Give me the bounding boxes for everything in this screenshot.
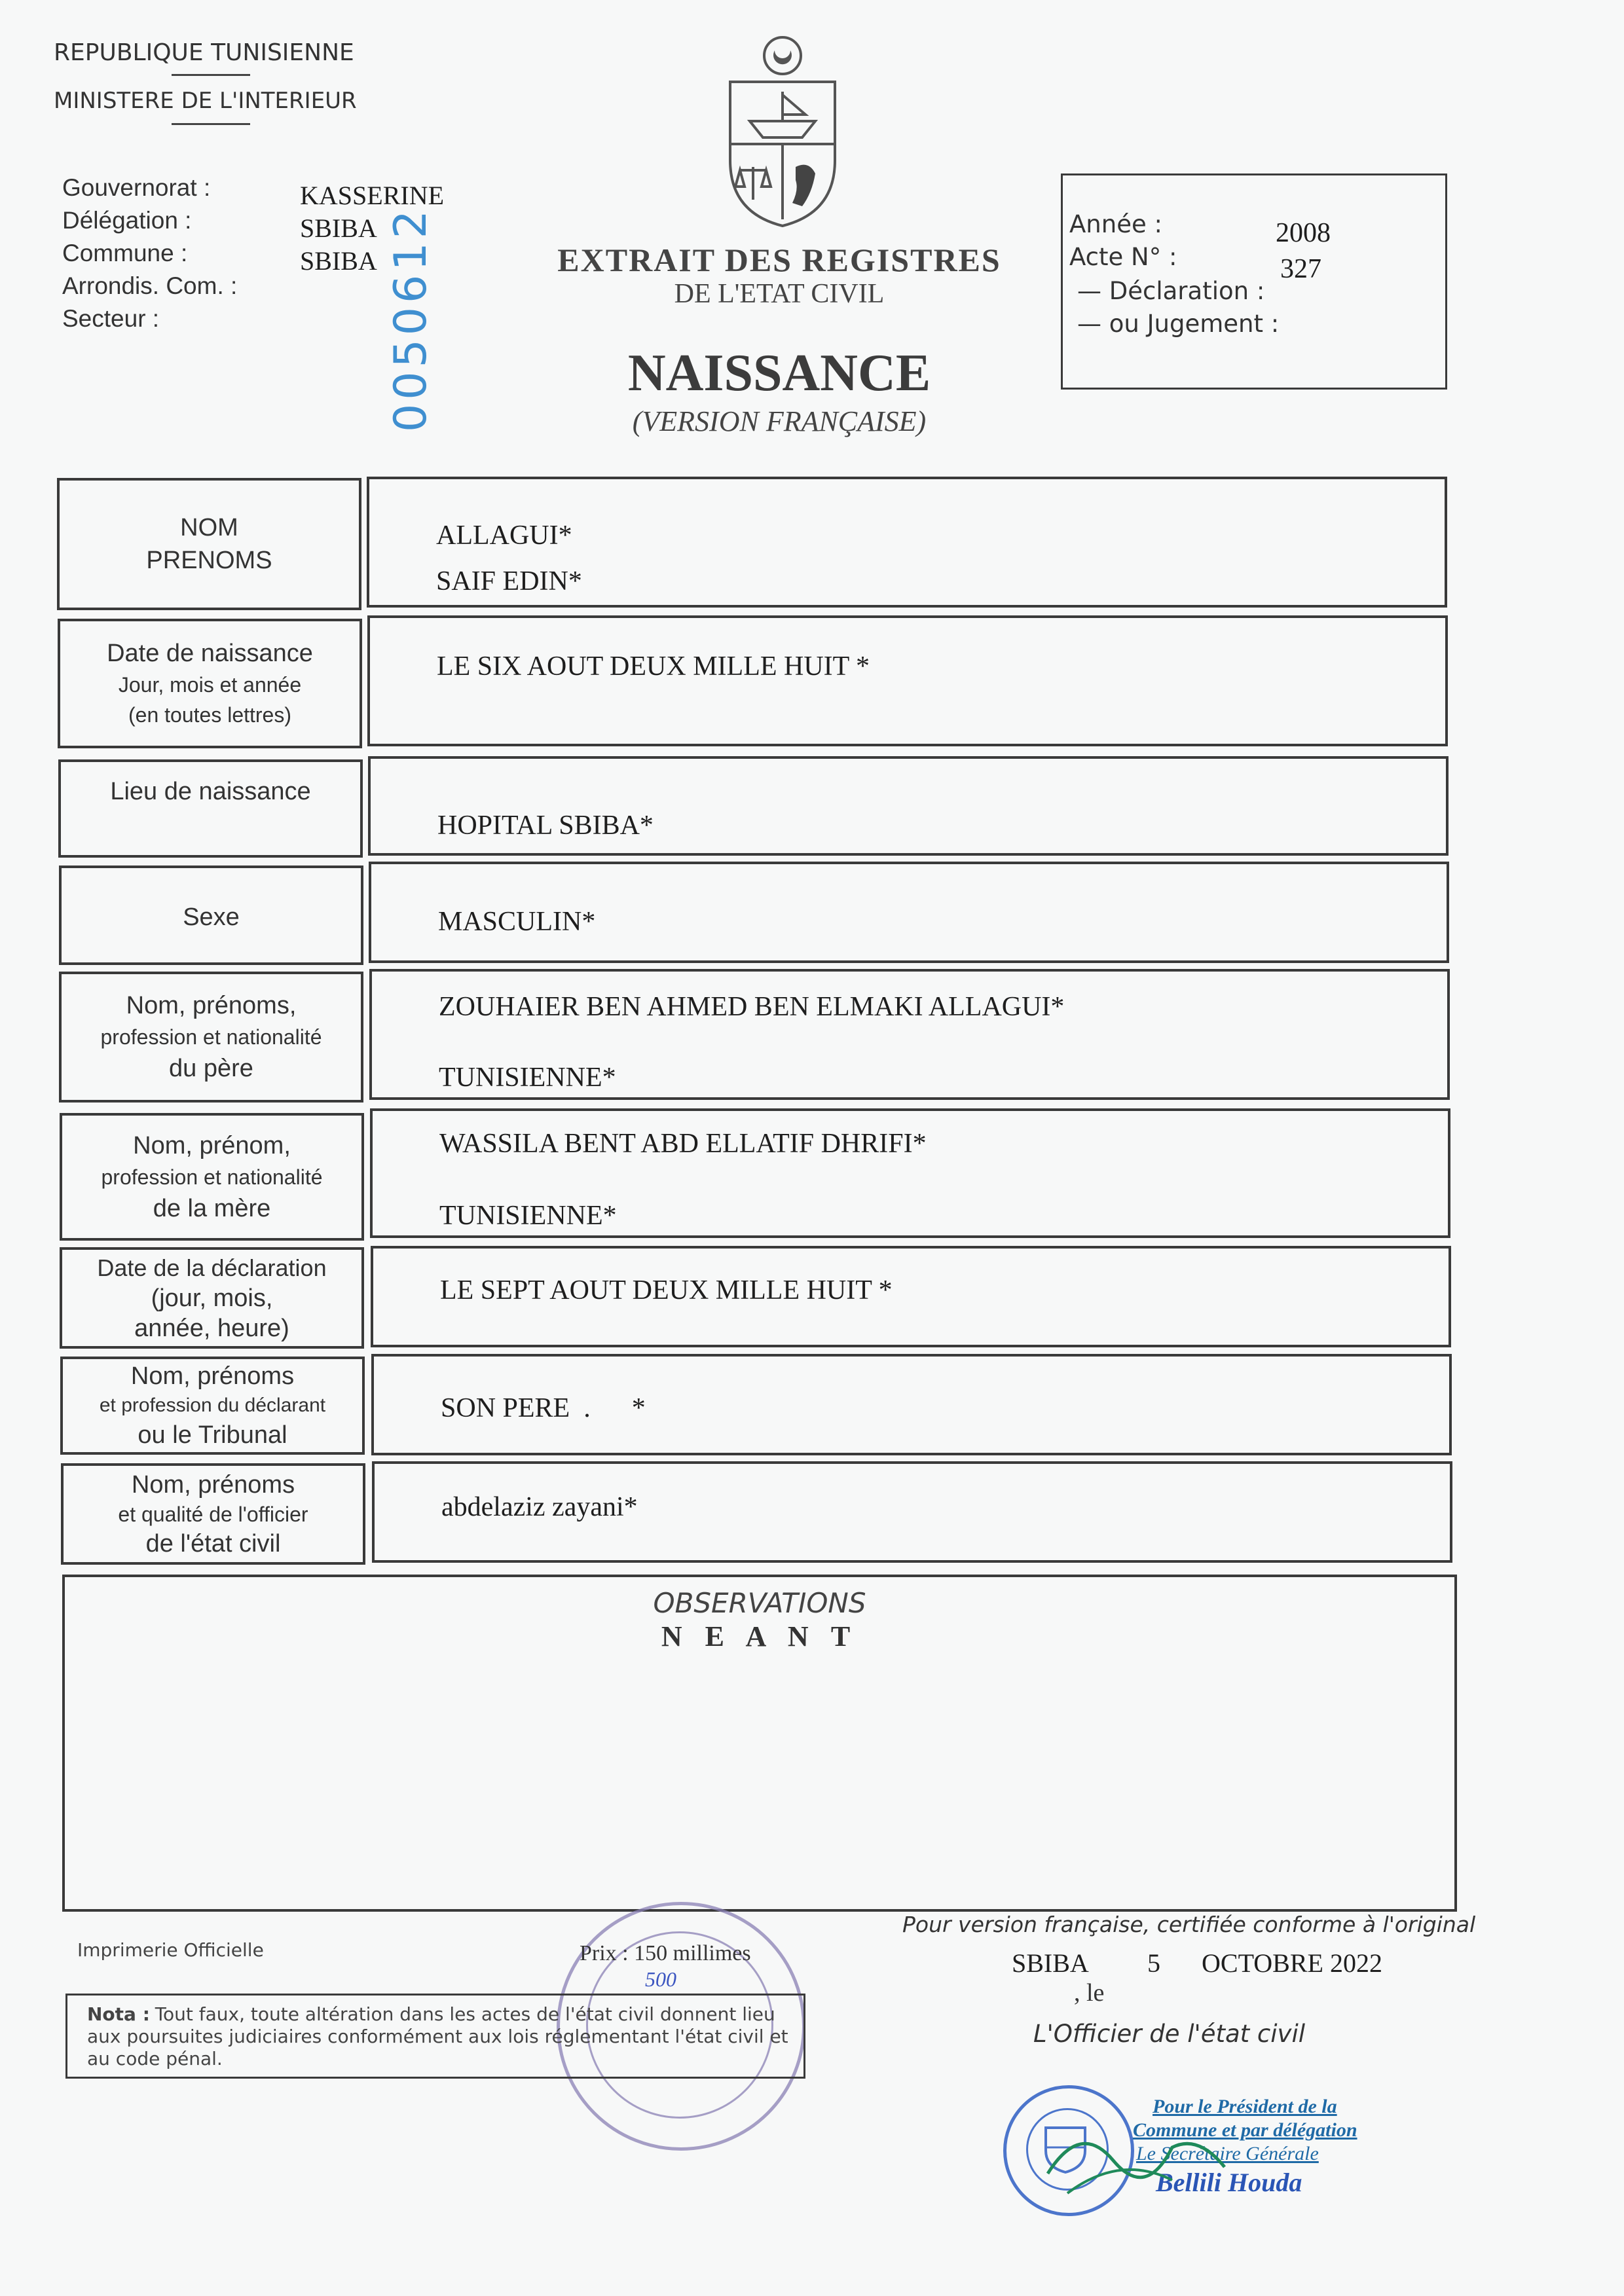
handwritten-signature-icon bbox=[1041, 2095, 1238, 2213]
label-commune: Commune : bbox=[62, 240, 188, 266]
document-title-line1: EXTRAIT DES REGISTRES bbox=[557, 242, 1001, 278]
version-label: (VERSION FRANÇAISE) bbox=[632, 405, 927, 437]
price-label: Prix : 150 millimes bbox=[580, 1941, 751, 1965]
value-pere-nationalite: TUNISIENNE* bbox=[439, 1063, 616, 1093]
day-value: 5 bbox=[1147, 1948, 1160, 1978]
value-mere-nom: WASSILA BENT ABD ELLATIF DHRIFI* bbox=[439, 1129, 927, 1159]
signature-name: Bellili Houda bbox=[1156, 2168, 1302, 2197]
le-label: , le bbox=[1074, 1979, 1105, 2007]
value-prenoms: SAIF EDIN* bbox=[436, 566, 582, 596]
observations-box bbox=[62, 1575, 1457, 1912]
nota-label: Nota : bbox=[87, 2003, 150, 2025]
annee-value: 2008 bbox=[1276, 218, 1331, 248]
coat-of-arms-icon bbox=[717, 29, 848, 232]
value-officier: abdelaziz zayani* bbox=[372, 1461, 1452, 1563]
observations-title: OBSERVATIONS bbox=[653, 1587, 866, 1619]
value-pere bbox=[369, 969, 1450, 1100]
officer-label: L'Officier de l'état civil bbox=[1033, 2020, 1306, 2048]
ministry-title: MINISTERE DE L'INTERIEUR bbox=[54, 88, 357, 114]
value-nom: ALLAGUI* bbox=[436, 520, 572, 551]
divider bbox=[172, 74, 250, 76]
label-declarant: Nom, prénoms et profession du déclarant ou le Tribunal bbox=[60, 1357, 365, 1455]
value-mere bbox=[370, 1108, 1450, 1238]
label-date-naissance: Date de naissance Jour, mois et année (en toutes lettres) bbox=[58, 619, 362, 748]
declaration-label: — Déclaration : bbox=[1077, 277, 1265, 305]
label-lieu-naissance: Lieu de naissance bbox=[58, 759, 363, 858]
label-sexe: Sexe bbox=[59, 866, 363, 965]
value-declarant: SON PERE . * bbox=[371, 1354, 1452, 1455]
document-title-line2: DE L'ETAT CIVIL bbox=[674, 279, 885, 309]
value-nom-prenoms bbox=[367, 477, 1447, 608]
printer-label: Imprimerie Officielle bbox=[77, 1939, 264, 1961]
value-pere-nom: ZOUHAIER BEN AHMED BEN ELMAKI ALLAGUI* bbox=[439, 992, 1065, 1022]
value-lieu-naissance: HOPITAL SBIBA* bbox=[368, 756, 1449, 856]
value-commune: SBIBA bbox=[300, 246, 377, 276]
label-gouvernorat: Gouvernorat : bbox=[62, 174, 211, 201]
act-info-box bbox=[1061, 173, 1447, 390]
label-arrondissement: Arrondis. Com. : bbox=[62, 272, 238, 299]
republic-title: REPUBLIQUE TUNISIENNE bbox=[54, 39, 354, 66]
location-labels bbox=[62, 172, 237, 335]
document-type-title: NAISSANCE bbox=[627, 344, 931, 402]
serial-number: 0050612 bbox=[385, 206, 437, 432]
value-date-naissance: LE SIX AOUT DEUX MILLE HUIT * bbox=[367, 615, 1448, 746]
label-date-declaration: Date de la déclaration (jour, mois, année, heure) bbox=[60, 1247, 364, 1349]
label-officier: Nom, prénoms et qualité de l'officier de l'état civil bbox=[61, 1463, 365, 1565]
acte-value: 327 bbox=[1280, 254, 1321, 284]
label-nom-prenoms: NOM PRENOMS bbox=[57, 478, 361, 610]
jugement-label: — ou Jugement : bbox=[1077, 310, 1280, 338]
value-sexe: MASCULIN* bbox=[369, 862, 1449, 963]
month-year-value: OCTOBRE 2022 bbox=[1202, 1948, 1382, 1978]
acte-label: Acte N° : bbox=[1069, 243, 1177, 271]
certified-label: Pour version française, certifiée conforme à l'original bbox=[902, 1912, 1476, 1937]
value-delegation: SBIBA bbox=[300, 213, 377, 243]
label-secteur: Secteur : bbox=[62, 305, 160, 332]
nota-text: Tout faux, toute altération dans les actes de l'état civil donnent lieu aux poursuites judiciaires conformément aux lois réglementant l'état civil et au code pénal. bbox=[87, 2003, 788, 2069]
label-delegation: Délégation : bbox=[62, 207, 192, 234]
annee-label: Année : bbox=[1069, 210, 1162, 238]
divider bbox=[172, 123, 250, 125]
nota-box bbox=[65, 1994, 805, 2079]
signature-line3: Le Secrétaire Générale bbox=[1136, 2143, 1319, 2164]
observations-value: N E A N T bbox=[661, 1620, 858, 1652]
value-mere-nationalite: TUNISIENNE* bbox=[439, 1201, 617, 1231]
label-pere: Nom, prénoms, profession et nationalité du père bbox=[59, 972, 363, 1102]
price-handwritten: 500 bbox=[645, 1967, 676, 1991]
signature-line1: Pour le Président de la bbox=[1153, 2096, 1337, 2117]
label-mere: Nom, prénom, profession et nationalité de la mère bbox=[60, 1113, 364, 1241]
place-value: SBIBA bbox=[1012, 1948, 1089, 1978]
value-gouvernorat: KASSERINE bbox=[300, 181, 445, 210]
value-date-declaration: LE SEPT AOUT DEUX MILLE HUIT * bbox=[371, 1246, 1451, 1347]
signature-line2: Commune et par délégation bbox=[1133, 2119, 1357, 2141]
